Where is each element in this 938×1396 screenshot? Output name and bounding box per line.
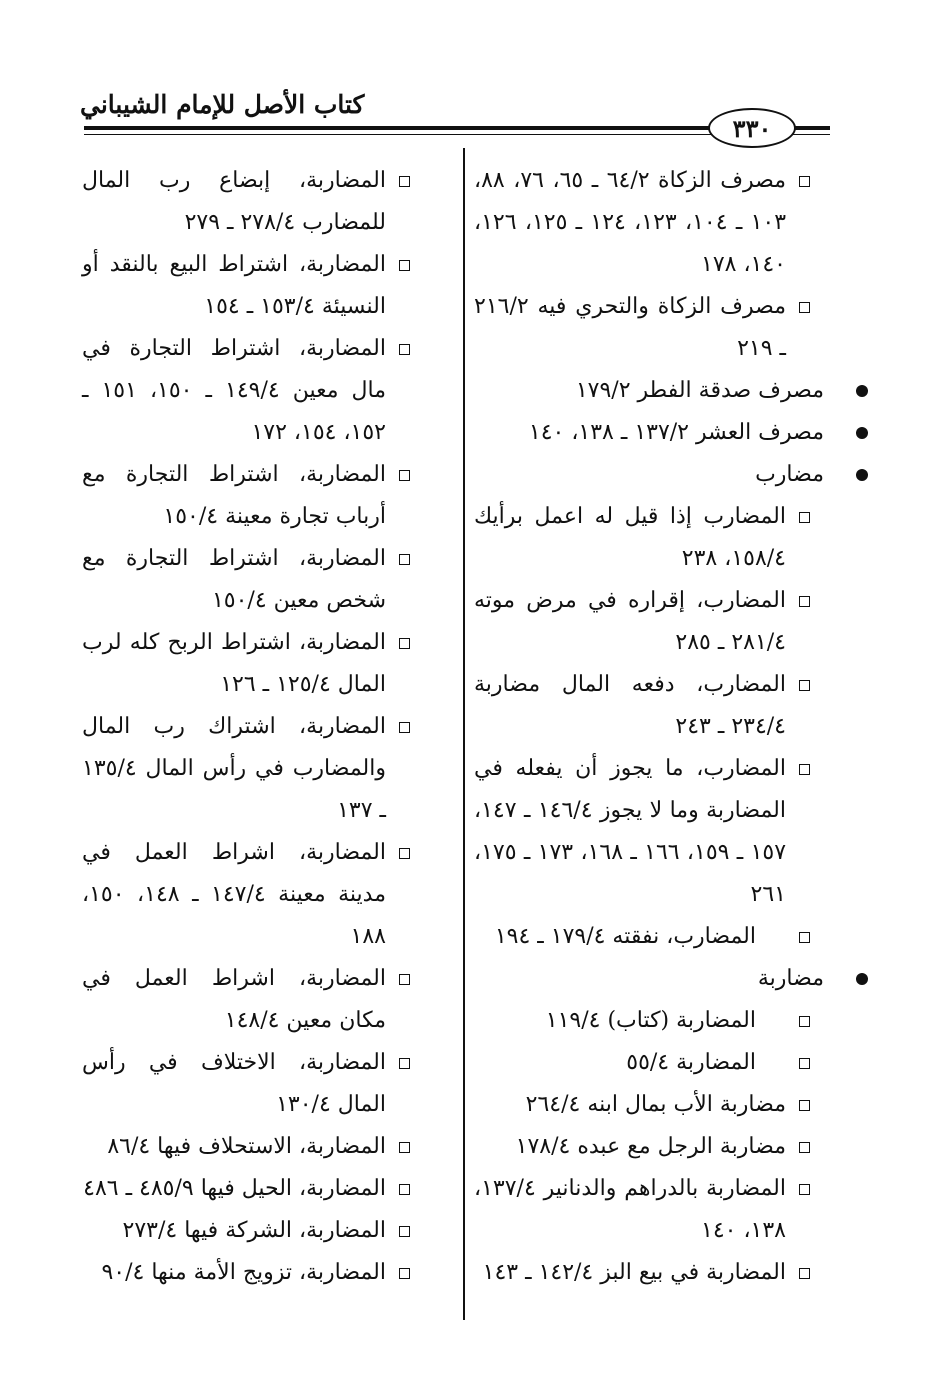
entry-text: المضاربة، الحيل فيها ٤٨٥/٩ ـ ٤٨٦ — [83, 1176, 386, 1201]
index-entry — [82, 1126, 420, 1168]
index-entry — [82, 706, 420, 832]
index-entry — [474, 916, 820, 958]
square-bullet-icon — [799, 680, 810, 691]
index-entry — [82, 328, 420, 454]
bullet-dot-icon — [856, 385, 868, 397]
entry-text: المضاربة، الشركة فيها ٢٧٣/٤ — [122, 1218, 386, 1243]
entry-text: مصرف الزكاة والتحري فيه ٢١٦/٢ ـ ٢١٩ — [474, 294, 786, 361]
index-heading — [474, 412, 850, 454]
entry-text: مضاربة — [757, 966, 824, 991]
square-bullet-icon — [399, 344, 410, 355]
square-bullet-icon — [399, 638, 410, 649]
index-entry — [474, 286, 820, 370]
entry-text: المضارب، نفقته ١٧٩/٤ ـ ١٩٤ — [494, 924, 756, 949]
entry-text: مصرف صدقة الفطر ١٧٩/٢ — [575, 378, 824, 403]
entry-text: المضاربة، اشتراط التجارة في مال معين ١٤٩/٤ ـ ١٥٠، ١٥١ ـ ١٥٢، ١٥٤، ١٧٢ — [82, 336, 386, 445]
square-bullet-icon — [799, 176, 810, 187]
index-entry — [474, 748, 820, 916]
index-entry — [82, 1210, 420, 1252]
index-entry — [474, 1042, 820, 1084]
entry-text: المضاربة، اشراط العمل في مكان معين ١٤٨/٤ — [82, 966, 386, 1033]
square-bullet-icon — [399, 1142, 410, 1153]
entry-text: المضارب إذا قيل له اعمل برأيك ١٥٨/٤، ٢٣٨ — [474, 504, 786, 571]
entry-text: المضارب، ما يجوز أن يفعله في المضاربة وما لا يجوز ١٤٦/٤ ـ ١٤٧، ١٥٧ ـ ١٥٩، ١٦٦ ـ ١٦٨، ١٧٣ ـ ١٧٥، ٢٦١ — [474, 756, 787, 907]
entry-text: المضارب، دفعه المال مضاربة ٢٣٤/٤ ـ ٢٤٣ — [474, 672, 786, 739]
entry-text: المضاربة بالدراهم والدنانير ١٣٧/٤، ١٣٨، ١٤٠ — [474, 1176, 786, 1243]
index-heading — [474, 370, 850, 412]
square-bullet-icon — [799, 1100, 810, 1111]
entry-text: المضاربة، إبضاع رب المال للمضارب ٢٧٨/٤ ـ ٢٧٩ — [82, 168, 386, 235]
bullet-dot-icon — [856, 427, 868, 439]
index-entry — [82, 454, 420, 538]
index-entry — [82, 1168, 420, 1210]
index-entry — [474, 160, 820, 286]
square-bullet-icon — [799, 932, 810, 943]
square-bullet-icon — [399, 1184, 410, 1195]
index-column-right — [474, 160, 824, 1294]
entry-text: المضاربة، اشتراط الربح كله لرب المال ١٢٥/٤ ـ ١٢٦ — [82, 630, 386, 697]
square-bullet-icon — [799, 302, 810, 313]
index-heading — [474, 454, 850, 496]
index-entry — [82, 832, 420, 958]
index-entry — [82, 244, 420, 328]
square-bullet-icon — [799, 764, 810, 775]
square-bullet-icon — [799, 1016, 810, 1027]
square-bullet-icon — [799, 596, 810, 607]
entry-text: المضاربة، اشتراط التجارة مع شخص معين ١٥٠/٤ — [82, 546, 386, 613]
index-entry — [474, 1084, 820, 1126]
index-entry — [82, 1042, 420, 1126]
square-bullet-icon — [399, 1058, 410, 1069]
index-entry — [82, 622, 420, 706]
entry-text: المضاربة، الاختلاف في رأس المال ١٣٠/٤ — [82, 1050, 386, 1117]
index-heading — [474, 958, 850, 1000]
square-bullet-icon — [399, 470, 410, 481]
square-bullet-icon — [399, 176, 410, 187]
index-entry — [474, 580, 820, 664]
index-entry — [474, 496, 820, 580]
square-bullet-icon — [399, 974, 410, 985]
column-divider — [463, 148, 465, 1320]
square-bullet-icon — [399, 1226, 410, 1237]
entry-text: المضاربة في بيع البز ١٤٢/٤ ـ ١٤٣ — [482, 1260, 786, 1285]
entry-text: مصرف العشر ١٣٧/٢ ـ ١٣٨، ١٤٠ — [528, 420, 824, 445]
bullet-dot-icon — [856, 469, 868, 481]
entry-text: المضارب، إقراره في مرض موته ٢٨١/٤ ـ ٢٨٥ — [474, 588, 786, 655]
square-bullet-icon — [399, 1268, 410, 1279]
index-entry — [82, 538, 420, 622]
square-bullet-icon — [399, 554, 410, 565]
entry-text: مصرف الزكاة ٦٤/٢ ـ ٦٥، ٧٦، ٨٨، ١٠٣ ـ ١٠٤، ١٢٣، ١٢٤ ـ ١٢٥، ١٢٦، ١٤٠، ١٧٨ — [474, 168, 787, 277]
square-bullet-icon — [799, 1268, 810, 1279]
index-entry — [474, 1126, 820, 1168]
entry-text: المضاربة، اشتراط البيع بالنقد أو النسيئة ١٥٣/٤ ـ ١٥٤ — [82, 252, 386, 319]
page-number: ٣٣٠ — [708, 108, 796, 148]
square-bullet-icon — [799, 1058, 810, 1069]
entry-text: مضارب — [755, 462, 824, 487]
index-column-left — [82, 160, 420, 1294]
entry-text: المضاربة، الاستحلاف فيها ٨٦/٤ — [107, 1134, 386, 1159]
index-entry — [474, 664, 820, 748]
index-entry — [474, 1252, 820, 1294]
entry-text: المضاربة، اشراط العمل في مدينة معينة ١٤٧/٤ ـ ١٤٨، ١٥٠، ١٨٨ — [82, 840, 386, 949]
index-entry — [82, 160, 420, 244]
entry-text: المضاربة ٥٥/٤ — [626, 1050, 756, 1075]
entry-text: المضاربة، اشتراط التجارة مع أرباب تجارة معينة ١٥٠/٤ — [82, 462, 386, 529]
entry-text: المضاربة، اشتراك رب المال والمضارب في رأس المال ١٣٥/٤ ـ ١٣٧ — [82, 714, 386, 823]
index-entry — [474, 1168, 820, 1252]
entry-text: المضاربة، تزويج الأمة منها ٩٠/٤ — [101, 1260, 386, 1285]
square-bullet-icon — [799, 1184, 810, 1195]
bullet-dot-icon — [856, 973, 868, 985]
entry-text: مضاربة الأب بمال ابنه ٢٦٤/٤ — [525, 1092, 786, 1117]
square-bullet-icon — [799, 1142, 810, 1153]
entry-text: مضاربة الرجل مع عبده ١٧٨/٤ — [515, 1134, 786, 1159]
square-bullet-icon — [399, 722, 410, 733]
index-entry — [82, 1252, 420, 1294]
index-entry — [82, 958, 420, 1042]
index-entry — [474, 1000, 820, 1042]
square-bullet-icon — [399, 848, 410, 859]
square-bullet-icon — [799, 512, 810, 523]
square-bullet-icon — [399, 260, 410, 271]
entry-text: المضاربة (كتاب) ١١٩/٤ — [545, 1008, 756, 1033]
book-title: كتاب الأصل للإمام الشيباني — [80, 90, 365, 119]
